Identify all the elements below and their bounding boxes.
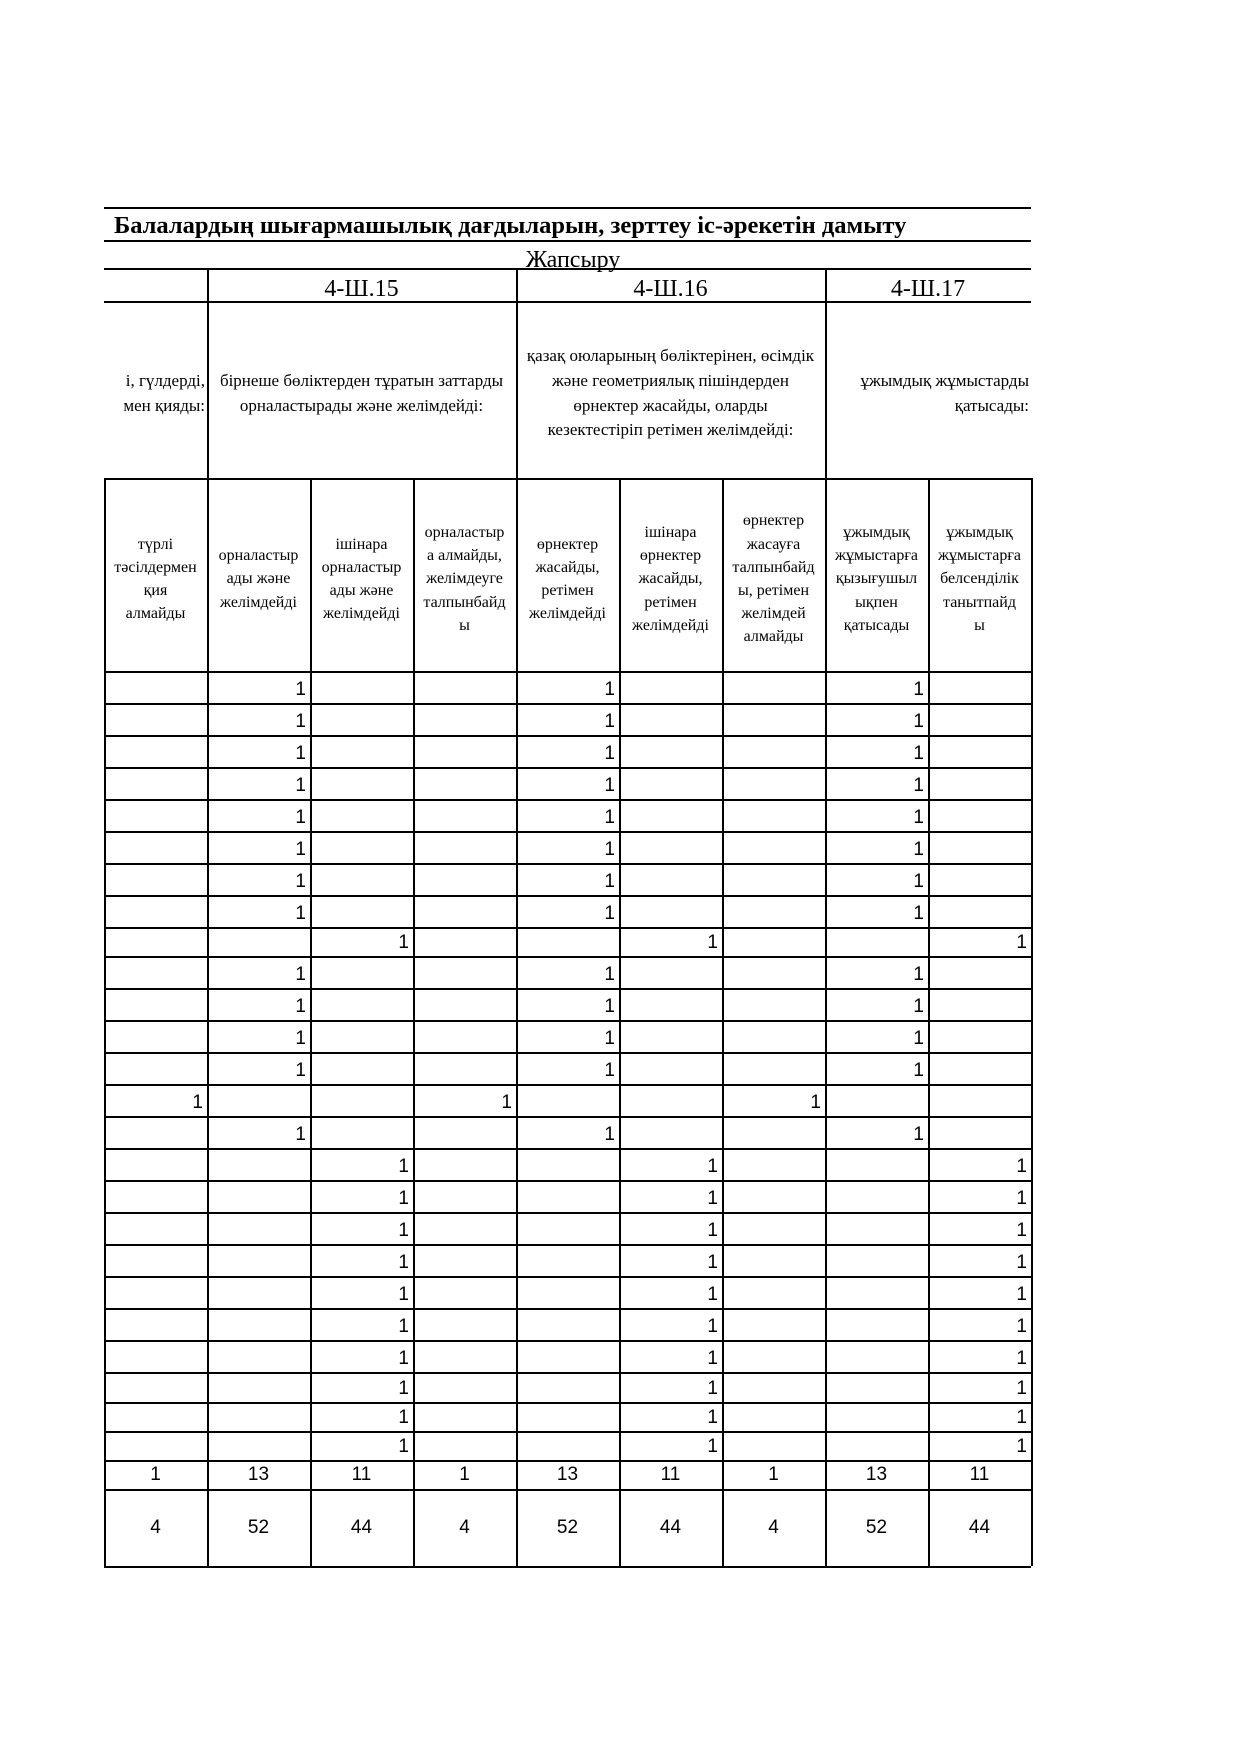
table-cell [413, 767, 516, 799]
table-cell: 1 [1016, 1284, 1027, 1305]
table-cell [104, 1431, 207, 1460]
table-cell [825, 1340, 928, 1372]
table-cell [310, 1020, 413, 1052]
table-cell [207, 1402, 310, 1431]
table-cell [413, 863, 516, 895]
table-cell [104, 671, 207, 703]
table-cell [722, 1244, 825, 1276]
table-cell [516, 1372, 619, 1402]
table-cell [516, 1276, 619, 1308]
table-cell [928, 1020, 1031, 1052]
level-header: өрнектер жасауға талпынбайд ы, ретімен желімдей алмайды [732, 512, 815, 646]
percent-cell: 52 [865, 1516, 888, 1538]
table-cell [310, 735, 413, 767]
table-cell: 1 [707, 1348, 718, 1369]
percent-cell: 4 [459, 1516, 470, 1538]
table-cell: 1 [604, 743, 615, 764]
table-cell [619, 956, 722, 988]
table-cell [928, 895, 1031, 927]
level-header: ұжымдық жұмыстарға қызығушыл ықпен қатысады [835, 524, 918, 634]
table-cell [619, 735, 722, 767]
table-cell [413, 831, 516, 863]
table-cell: 1 [295, 807, 306, 828]
table-cell [104, 735, 207, 767]
table-cell [928, 799, 1031, 831]
table-cell [825, 1244, 928, 1276]
percent-cell: 52 [247, 1516, 270, 1538]
criterion-description: і, гүлдерді, мен қияды: [123, 370, 205, 415]
table-cell [516, 1308, 619, 1340]
percent-cell: 44 [350, 1516, 373, 1538]
criterion-description: бірнеше бөліктерден тұратын заттарды орналастырады және желімдейді: [219, 370, 504, 415]
table-cell [825, 1372, 928, 1402]
table-cell [928, 735, 1031, 767]
table-cell [310, 988, 413, 1020]
table-cell: 1 [810, 1092, 821, 1113]
table-cell [413, 1372, 516, 1402]
table-cell [825, 1308, 928, 1340]
table-cell [104, 1308, 207, 1340]
table-cell [310, 863, 413, 895]
table-cell: 1 [295, 1060, 306, 1081]
table-cell [825, 1212, 928, 1244]
table-cell [722, 1372, 825, 1402]
level-header: ұжымдық жұмыстарға белсенділік танытпайд ы [938, 524, 1021, 634]
page-title: Балалардың шығармашылық дағдыларын, зерттеу іс-әрекетін дамыту [114, 212, 907, 239]
table-cell: 1 [192, 1092, 203, 1113]
table-cell [516, 1340, 619, 1372]
percent-cell: 44 [968, 1516, 991, 1538]
table-cell [413, 956, 516, 988]
table-cell [413, 1052, 516, 1084]
table-cell [722, 1402, 825, 1431]
table-cell: 1 [604, 871, 615, 892]
table-cell [722, 927, 825, 956]
table-cell [722, 1148, 825, 1180]
table-cell: 1 [913, 871, 924, 892]
table-cell [722, 1340, 825, 1372]
table-cell [928, 988, 1031, 1020]
table-cell [310, 703, 413, 735]
table-cell [825, 1084, 928, 1116]
table-cell [207, 1340, 310, 1372]
table-cell: 1 [1016, 1348, 1027, 1369]
table-cell [928, 671, 1031, 703]
table-cell [722, 1020, 825, 1052]
table-cell [413, 703, 516, 735]
table-cell: 1 [604, 775, 615, 796]
table-cell [928, 1052, 1031, 1084]
table-cell [722, 988, 825, 1020]
table-cell [825, 1276, 928, 1308]
table-cell: 1 [1016, 1316, 1027, 1337]
table-cell [310, 799, 413, 831]
table-cell [619, 831, 722, 863]
table-cell: 1 [295, 775, 306, 796]
table-cell: 1 [295, 743, 306, 764]
table-cell [825, 1148, 928, 1180]
table-cell [413, 927, 516, 956]
table-cell: 1 [1016, 1407, 1027, 1428]
table-cell: 1 [398, 932, 409, 953]
table-cell: 1 [604, 1028, 615, 1049]
table-cell [413, 1244, 516, 1276]
table-cell [413, 735, 516, 767]
table-cell: 1 [1016, 1188, 1027, 1209]
table-cell [413, 799, 516, 831]
table-cell [413, 1116, 516, 1148]
grid-line [104, 240, 1031, 242]
table-cell [104, 1116, 207, 1148]
table-cell [619, 671, 722, 703]
table-cell: 1 [913, 996, 924, 1017]
table-cell [104, 956, 207, 988]
table-cell [722, 1276, 825, 1308]
criterion-code: 4-Ш.17 [890, 276, 966, 302]
table-cell [516, 1244, 619, 1276]
total-cell: 13 [865, 1463, 888, 1485]
table-cell: 1 [295, 871, 306, 892]
table-cell: 1 [604, 839, 615, 860]
level-header: орналастыр ады және желімдейді [218, 547, 299, 611]
level-header: ішінара өрнектер жасайды, ретімен желімдейді [632, 524, 709, 634]
table-cell [310, 767, 413, 799]
table-cell [207, 927, 310, 956]
table-cell: 1 [707, 1316, 718, 1337]
table-cell: 1 [604, 996, 615, 1017]
table-cell: 1 [913, 807, 924, 828]
table-cell [722, 1116, 825, 1148]
table-cell [619, 1084, 722, 1116]
percent-cell: 44 [659, 1516, 682, 1538]
table-cell: 1 [604, 679, 615, 700]
level-header: өрнектер жасайды, ретімен желімдейді [529, 535, 606, 623]
table-cell [722, 1052, 825, 1084]
table-cell [722, 735, 825, 767]
table-cell [413, 1212, 516, 1244]
table-cell [310, 895, 413, 927]
grid-line [1031, 478, 1033, 1566]
table-cell [104, 1212, 207, 1244]
table-cell [722, 671, 825, 703]
table-cell: 1 [501, 1092, 512, 1113]
grid-line [104, 207, 1031, 209]
table-cell [516, 1212, 619, 1244]
table-cell [413, 1431, 516, 1460]
table-cell [310, 1116, 413, 1148]
table-cell [207, 1372, 310, 1402]
table-cell [104, 1402, 207, 1431]
total-cell: 11 [351, 1463, 372, 1485]
table-cell: 1 [913, 1124, 924, 1145]
table-cell: 1 [398, 1252, 409, 1273]
table-cell [413, 1402, 516, 1431]
table-cell: 1 [913, 1028, 924, 1049]
table-cell [104, 895, 207, 927]
table-cell [722, 1180, 825, 1212]
percent-cell: 4 [150, 1516, 161, 1538]
table-cell [619, 1052, 722, 1084]
table-cell [619, 1020, 722, 1052]
total-cell: 1 [459, 1463, 470, 1485]
table-cell [413, 895, 516, 927]
table-cell [928, 956, 1031, 988]
table-cell [619, 799, 722, 831]
table-cell [207, 1308, 310, 1340]
table-cell: 1 [604, 903, 615, 924]
table-cell [825, 927, 928, 956]
table-cell: 1 [604, 1060, 615, 1081]
table-cell: 1 [913, 839, 924, 860]
table-cell: 1 [295, 903, 306, 924]
table-cell [722, 863, 825, 895]
table-cell [722, 1308, 825, 1340]
table-cell: 1 [913, 743, 924, 764]
table-cell [825, 1431, 928, 1460]
table-cell [516, 1084, 619, 1116]
table-cell: 1 [1016, 1220, 1027, 1241]
table-cell [104, 1340, 207, 1372]
table-cell: 1 [913, 964, 924, 985]
table-cell [928, 1116, 1031, 1148]
table-cell [619, 767, 722, 799]
table-cell: 1 [398, 1188, 409, 1209]
table-cell [104, 1020, 207, 1052]
table-cell: 1 [398, 1156, 409, 1177]
table-cell [207, 1244, 310, 1276]
table-cell: 1 [913, 903, 924, 924]
table-cell [928, 831, 1031, 863]
table-cell: 1 [913, 775, 924, 796]
table-cell [516, 1148, 619, 1180]
table-cell [825, 1402, 928, 1431]
table-cell: 1 [295, 711, 306, 732]
table-cell [928, 703, 1031, 735]
table-cell: 1 [707, 1407, 718, 1428]
table-cell: 1 [1016, 932, 1027, 953]
table-cell: 1 [295, 679, 306, 700]
total-cell: 11 [660, 1463, 681, 1485]
table-cell: 1 [1016, 1156, 1027, 1177]
grid-line [104, 268, 1031, 270]
table-cell [722, 831, 825, 863]
table-cell [413, 1308, 516, 1340]
total-cell: 13 [247, 1463, 270, 1485]
table-cell: 1 [707, 1188, 718, 1209]
table-cell: 1 [398, 1407, 409, 1428]
table-cell [310, 956, 413, 988]
table-cell: 1 [295, 996, 306, 1017]
total-cell: 1 [150, 1463, 161, 1485]
table-cell [104, 1148, 207, 1180]
table-cell: 1 [295, 964, 306, 985]
table-cell [104, 767, 207, 799]
table-cell [104, 1180, 207, 1212]
table-cell: 1 [1016, 1378, 1027, 1399]
table-cell [722, 799, 825, 831]
table-cell: 1 [604, 964, 615, 985]
table-cell [104, 831, 207, 863]
table-cell: 1 [707, 1436, 718, 1457]
table-cell [104, 1052, 207, 1084]
table-cell: 1 [398, 1316, 409, 1337]
table-cell [104, 703, 207, 735]
table-cell [413, 1020, 516, 1052]
table-cell [104, 927, 207, 956]
table-cell: 1 [707, 1252, 718, 1273]
table-cell: 1 [1016, 1436, 1027, 1457]
table-cell [413, 671, 516, 703]
table-cell [104, 863, 207, 895]
table-cell [722, 703, 825, 735]
table-cell: 1 [707, 932, 718, 953]
table-cell: 1 [295, 839, 306, 860]
table-cell: 1 [913, 679, 924, 700]
table-cell: 1 [295, 1028, 306, 1049]
criterion-description: ұжымдық жұмыстарды қатысады: [860, 370, 1029, 415]
table-cell: 1 [707, 1156, 718, 1177]
table-cell [413, 988, 516, 1020]
table-cell [516, 1431, 619, 1460]
table-cell [619, 1116, 722, 1148]
table-cell [207, 1431, 310, 1460]
total-cell: 11 [969, 1463, 990, 1485]
table-cell [928, 863, 1031, 895]
table-cell [207, 1084, 310, 1116]
table-cell: 1 [295, 1124, 306, 1145]
table-cell [928, 767, 1031, 799]
table-cell: 1 [398, 1220, 409, 1241]
table-cell [722, 1212, 825, 1244]
table-cell: 1 [1016, 1252, 1027, 1273]
table-cell: 1 [604, 1124, 615, 1145]
percent-cell: 4 [768, 1516, 779, 1538]
table-cell [207, 1180, 310, 1212]
table-cell: 1 [913, 1060, 924, 1081]
table-cell [104, 1372, 207, 1402]
table-cell [516, 1402, 619, 1431]
table-cell [722, 767, 825, 799]
table-cell: 1 [707, 1378, 718, 1399]
table-cell: 1 [707, 1220, 718, 1241]
criterion-code: 4-Ш.15 [324, 276, 399, 302]
table-cell: 1 [398, 1348, 409, 1369]
table-cell [722, 1431, 825, 1460]
table-cell [516, 927, 619, 956]
level-header: түрлі тәсілдермен қия алмайды [114, 535, 197, 623]
table-cell [104, 988, 207, 1020]
table-cell: 1 [604, 807, 615, 828]
table-cell [413, 1180, 516, 1212]
total-cell: 1 [768, 1463, 779, 1485]
grid-line [104, 1566, 1031, 1568]
table-cell [516, 1180, 619, 1212]
table-cell [310, 1084, 413, 1116]
table-cell [310, 831, 413, 863]
table-cell [310, 671, 413, 703]
table-cell [310, 1052, 413, 1084]
table-cell: 1 [707, 1284, 718, 1305]
table-cell [207, 1276, 310, 1308]
table-cell [722, 895, 825, 927]
table-cell [104, 1276, 207, 1308]
table-cell: 1 [398, 1436, 409, 1457]
table-cell [104, 1244, 207, 1276]
level-header: орналастыр а алмайды, желімдеуге талпынбайд ы [423, 524, 506, 634]
table-cell [413, 1340, 516, 1372]
table-cell [619, 863, 722, 895]
percent-cell: 52 [556, 1516, 579, 1538]
level-header: ішінара орналастыр ады және желімдейді [321, 535, 402, 623]
criterion-description: қазақ оюларының бөліктерінен, өсімдік және геометриялық пішіндерден өрнектер жасайды, оларды кезектестіріп ретімен желімдейді: [526, 346, 815, 440]
section-subtitle: Жапсыру [525, 247, 621, 273]
table-cell [619, 895, 722, 927]
table-cell [928, 1084, 1031, 1116]
table-cell [413, 1148, 516, 1180]
total-cell: 13 [556, 1463, 579, 1485]
table-cell [825, 1180, 928, 1212]
table-cell [619, 988, 722, 1020]
table-cell: 1 [398, 1378, 409, 1399]
criterion-code: 4-Ш.16 [633, 276, 708, 302]
table-cell [207, 1148, 310, 1180]
table-cell: 1 [604, 711, 615, 732]
table-cell [619, 703, 722, 735]
table-cell [207, 1212, 310, 1244]
table-cell [413, 1276, 516, 1308]
table-cell: 1 [913, 711, 924, 732]
table-cell [104, 799, 207, 831]
table-cell [722, 956, 825, 988]
table-cell: 1 [398, 1284, 409, 1305]
